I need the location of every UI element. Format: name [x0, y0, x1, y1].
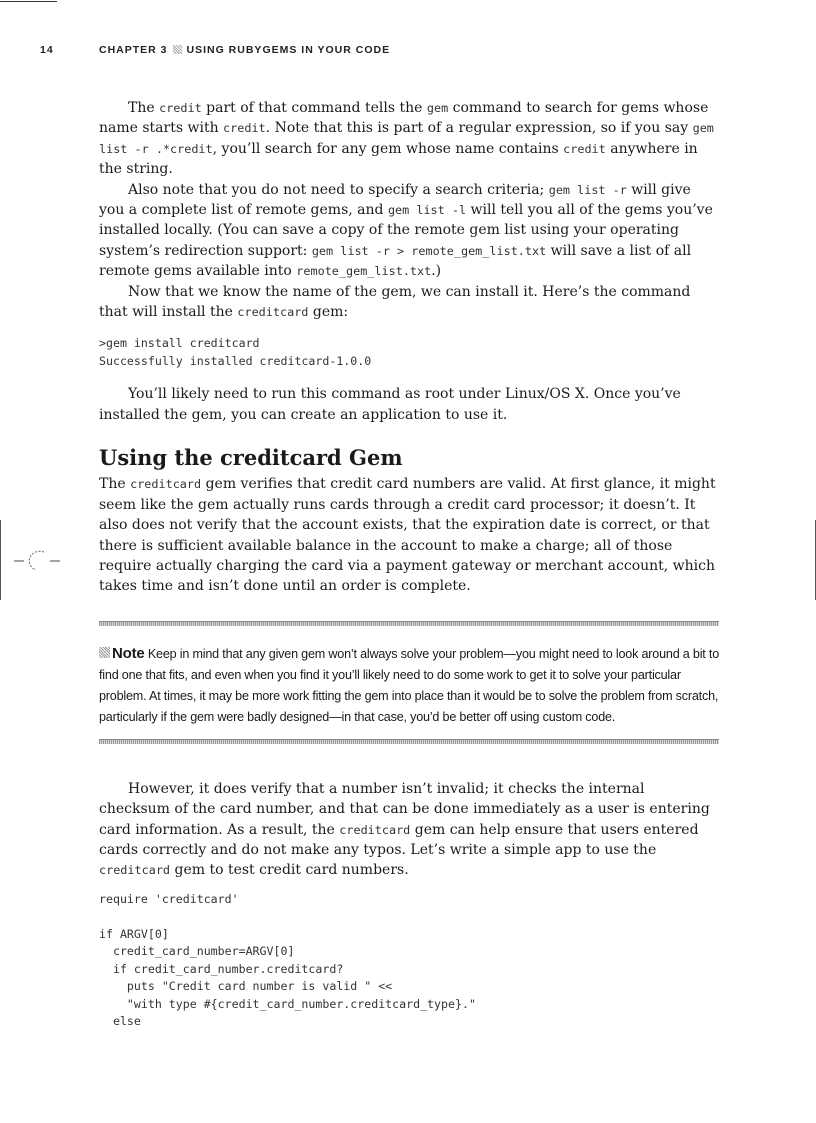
note-icon — [99, 647, 110, 658]
chapter-title — [99, 44, 390, 56]
paragraph-checksum: However, it does verify that a number isn’t invalid; it checks the internal checksum of the card number, and that can be done immediately as a user is entering card information. As a result, the creditcard gem can help ensure that users entered cards correctly and do not make any typos. Let’s write a simple app to use the creditcard gem to test credit card numbers. — [99, 780, 710, 879]
section-heading: Using the creditcard Gem — [99, 445, 403, 471]
separator-icon — [173, 45, 182, 54]
note-label: Note — [112, 644, 145, 662]
paragraph-gem-list: Also note that you do not need to specify a search criteria; gem list -r will give you a complete list of remote gems, and gem list -l will tell you all of the gems you’ve installed locally. (You can save a copy of the remote gem list using your operating system’s redirection support: gem list -r > remote_gem_list.txt will save a list of all remote gems available into remote_gem_list.txt.) — [99, 181, 713, 280]
running-header — [40, 44, 740, 58]
paragraph-install-intro: Now that we know the name of the gem, we can install it. Here’s the command that will install the creditcard gem: — [99, 283, 691, 321]
note-bottom-rule — [99, 739, 719, 744]
top-crop-rule — [0, 1, 57, 2]
left-margin-line — [0, 520, 1, 600]
page-number: 14 — [40, 44, 54, 56]
code-creditcard-app: require 'creditcard' if ARGV[0] credit_card_number=ARGV[0] if credit_card_number.creditcard? puts "Credit card number is valid " << "with type #{credit_card_number.creditcard_type}." else — [99, 891, 476, 1029]
note-body — [99, 626, 719, 739]
chapter-label: CHAPTER 3 — [99, 44, 168, 56]
paragraph-creditcard-gem: The creditcard gem verifies that credit card numbers are valid. At first glance, it might seem like the gem actually runs cards through a credit card processor; it doesn’t. It also does not verify that the account exists, that the expiration date is correct, or that there is sufficient available balance in the account to make a charge; all of those require actually charging the card via a payment gateway or merchant account, which takes time and isn’t done until an order is complete. — [99, 476, 716, 595]
registration-mark-icon — [14, 546, 62, 576]
page-content — [99, 98, 719, 1031]
note-box — [99, 621, 719, 744]
note-text: Keep in mind that any given gem won’t always solve your problem—you might need to look around a bit to find one that fits, and even when you find it you’ll likely need to do some work to get it to solve your particular problem. At times, it may be more work fitting the gem into place than it would be to solve the problem from scratch, particularly if the gem were badly designed—in that case, you’d be better off using custom code. — [99, 646, 719, 724]
code-install-command: >gem install creditcard Successfully installed creditcard-1.0.0 — [99, 336, 372, 368]
paragraph-credit-search: The credit part of that command tells the gem command to search for gems whose name starts with credit. Note that this is part of a regular expression, so if you say gem list -r .*credit, you’ll search for any gem whose name contains credit anywhere in the string. — [99, 100, 714, 178]
paragraph-root-note: You’ll likely need to run this command as root under Linux/OS X. Once you’ve installed the gem, you can create an application to use it. — [99, 386, 681, 423]
chapter-name: USING RUBYGEMS IN YOUR CODE — [186, 44, 391, 56]
